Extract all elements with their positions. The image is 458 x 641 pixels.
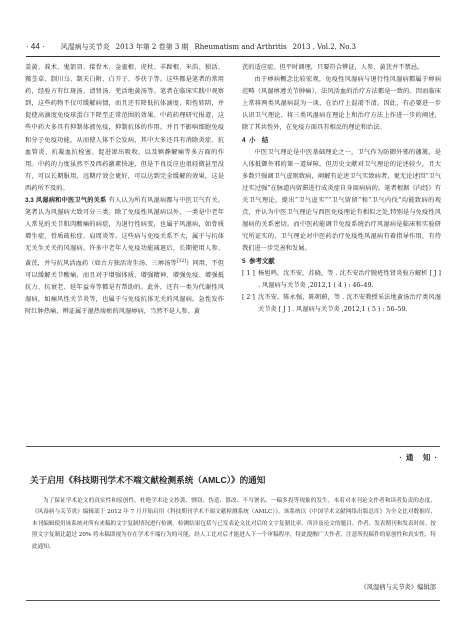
- journal-title-cn: 风湿病与关节炎: [60, 43, 110, 51]
- paragraph: 中医卫气理论是中医基础理论之一，卫气作为防御外邪的藩篱，是人体抵御外邪的第一道屏障。但历史文献对卫气理论的论述较少，且大多数只强调卫气虚则致病，阐解有论述卫气实致病者，更无论述因“卫气过实过强”在脉道内留滞进行成炎症自身面病病的。笔者根据《内经》有关卫气理论，提出“卫气虚实”“卫气留留”和“卫气内伐”均能致病的观点，并认为中医卫气理论与西医免疫理论有相似之处,特别是与免疫性风湿病的关系密切。而中医药能调节免疫系统治疗风湿病是临床和实验研究所证实的。卫气理论对中医药治疗免疫性风湿病有着指导作用，有待我们进一步完善和发展。: [242, 148, 441, 253]
- section-title: 风湿病和中医卫气的关系: [35, 197, 107, 205]
- paragraph: 芪的适应症。但平时调理，只要符合辨证，人参、黄芪并不禁忌。: [242, 64, 424, 71]
- issue-cn: 2013 年第 2 卷第 3 期: [115, 43, 189, 51]
- header-rule: [26, 56, 440, 57]
- paragraph: 由于痹病概念比较宏观，免疫性风湿病与退行性风湿病都属于痹病范畴（风湿痹遵关节肿痛），法风活血的治疗方法都是一致的。因而临床上常将两类风湿病混为一谈，在治疗上混淆不清。因此，有必要进一步认识卫气理论，将三类风湿病在理论上和治疗方法上作进一步的阐述，除了其共性外，在免疫方面具有相反的理论和治法。: [242, 76, 441, 132]
- reference-text: 杨旭鸣，沈丕安，苏晓，等 . 沈丕安治疗脱疮性肾炎验方解析 [ J ] . 风湿病与关节炎 ,2012,1 ( 4 ) : 46–49.: [258, 269, 441, 289]
- section-title: 小 结: [249, 136, 269, 144]
- left-column: [25, 62, 224, 318]
- notice-signature: 《风湿病与关节炎》编辑部: [360, 584, 436, 591]
- notice-title: 关于启用《科技期刊学术不端文献检测系统（AMLC）》的通知: [30, 475, 266, 485]
- running-header: [26, 40, 440, 54]
- paragraph: 姜黄、莪术、鬼箭羽、接骨木、金雀根、虎杖、羊蹄根、米浩、独活、豨莶草、制川乌、制天白附、白芥子、苓茯子等。这些都是笔者的常用药，经验方有红斑汤、清肾汤、羌活地黄汤等。笔者在临床实践中观察到，这些药物不仅可缓解病情，而且还有降低抗体滴度、阳性转阴，并促使高滴度免疫球蛋白下降至正常范围的效果。中药药理研究报道，这些中药大多具有抑制体液免疫，抑制抗体的作用。并且不影响细胞免疫和分子免疫功能，从而使人体不会发病，其中大多还具有消除炎症、抗血管炎、抗凝血抗栓塞、促进渗出吸收，以及镇静解痛等多方面的作用。中药的力度虽然不及西药激素快速，但是不良反应也很轻微甚至没有，可以长期服用，远期疗效会更好，可以达到完全缓解的效果，这是西药所不及的。: [25, 64, 224, 192]
- reference-list: [242, 268, 441, 316]
- section-number: 5: [242, 257, 246, 265]
- reference-number: [ 1 ]: [242, 269, 255, 277]
- page-number: · 44 ·: [26, 42, 45, 51]
- issue-en: 2013 , Vol.2, No.3: [292, 43, 357, 51]
- section-number: 4: [242, 136, 246, 144]
- reference-item: [242, 292, 441, 316]
- journal-title-en: Rheumatism and Arthritis: [194, 43, 287, 51]
- paragraph-text: 有人认为所有风湿病都与中医卫气有关。笔者认为风湿病大致可分三类。除了免疫性风湿病以外，一类是中老年人常见的关节肌肉酸痛的病症，为退行性病变，也属于风湿病，如骨质增生症、骨质疏松症、肩周炎等。这些病与免疫关系不大，属于与抗体无关生关关的风湿病。许多中老年人免疫功能减退后，长期使用人参、黄芪，并与抗风活血药（如古方独活寄生汤、三痹汤等: [25, 197, 224, 267]
- reference-number: [ 2 ]: [242, 293, 255, 301]
- section-heading: [242, 135, 441, 147]
- citation: [12]: [176, 258, 187, 264]
- notice-body: 为了保证学术论文的真实性和原创性，杜绝学术论文抄袭、剽窃、伪造、篡改、不当署名、一稿多投等现象的发生，本着对本刊论文作者和读者负责的态度，《风湿病与关节炎》编辑部于 2012 年 7 月开始启用《科技期刊学术不端文献检测系统（AMLC）》，该系统以《中国学术文献网络出版总库》为全文比对数据库，本刊编辑使用该系统对所有来稿的文字复制情况进行检测，检测结果包括与已发表论文比对后的文字复制比率，所涉及论文的题目、作者、发表期刊和发表时间。按照文字复制比超过 20% 将未稿即视为存在学术不端行为的可能，经人工比对后才能进入下一个审稿程序，特此提醒广大作者，注意所投稿件的原创性和真实性，特此通知。: [32, 498, 436, 550]
- notice-tag: · 通 知 ·: [399, 453, 438, 462]
- section-number: 3.3: [25, 197, 34, 205]
- reference-item: [242, 268, 441, 292]
- references-heading: [242, 256, 441, 268]
- reference-text: 沈丕安，陈永强，陈朝蔚，等 . 沈丕安教授采法地黄汤治疗类风湿关节炎 [ J ] . 风湿病与关节炎 ,2012,1 ( 5 ) : 56–59.: [258, 293, 441, 313]
- section-title: 参考文献: [249, 257, 275, 265]
- section-3-3-paragraph: [25, 195, 224, 318]
- notice-bottom-rule: [26, 600, 440, 601]
- notice-top-rule: [26, 446, 440, 447]
- right-column: [242, 62, 441, 316]
- paragraph-text-cont: ）同用，不但可以缓解关节酸痛，而且对于增强体质、增强精神、增强免疫、增强抵抗力、抗衰老、延年益寿等都是有帮助的。此外，还有一类为代谢性风湿病，如痛风性关节炎等，也属于与免疫抗体无关的风湿病。急性发作时红肿热痛，辨证属于湿热痰瘀的风湿痹病，当然不是人参、黄: [25, 259, 225, 315]
